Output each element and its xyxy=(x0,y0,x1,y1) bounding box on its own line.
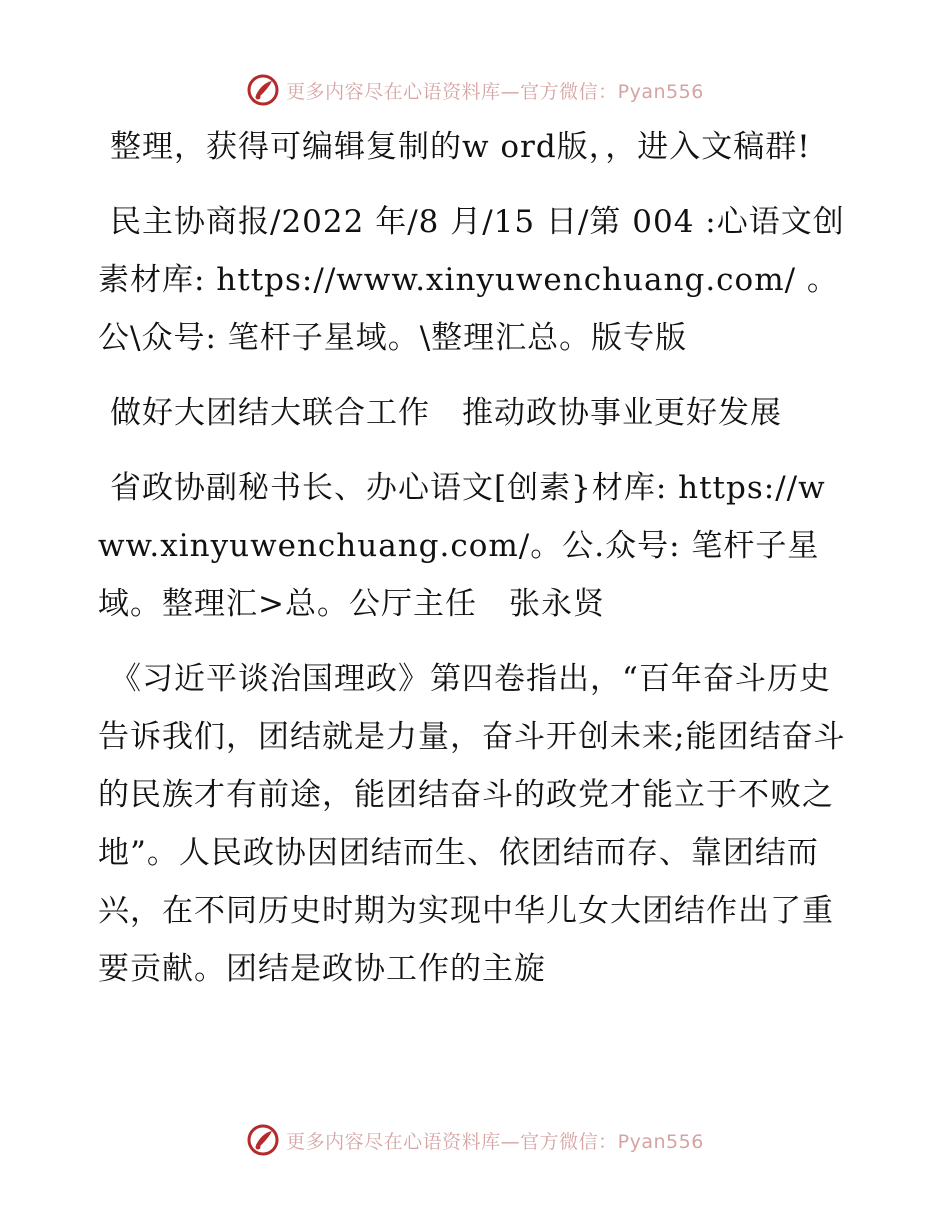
article-title: 做好大团结大联合工作 推动政协事业更好发展 xyxy=(110,395,782,431)
header-watermark-text: 更多内容尽在心语资料库—官方微信：Pyan556 xyxy=(286,80,704,103)
footer-watermark-banner xyxy=(0,1120,950,1160)
brush-logo-icon xyxy=(246,73,280,107)
footer-watermark-text: 更多内容尽在心语资料库—官方微信：Pyan556 xyxy=(286,1130,704,1153)
header-watermark-banner xyxy=(0,70,950,110)
document-body xyxy=(98,118,850,1015)
paragraph-source: 民主协商报/2022 年/8 月/15 日/第 004 :心语文创素材库: https://www.xinyuwenchuang.com/ 。公\众号: 笔杆子星域。\整理汇总。版专版 xyxy=(98,204,845,356)
paragraph-body: 《习近平谈治国理政》第四卷指出，“百年奋斗历史告诉我们，团结就是力量，奋斗开创未来;能团结奋斗的民族才有前途，能团结奋斗的政党才能立于不败之地”。人民政协因团结而生、依团结而存、靠团结而兴，在不同历史时期为实现中华儿女大团结作出了重要贡献。团结是政协工作的主旋 xyxy=(98,661,846,987)
paragraph-author: 省政协副秘书长、办心语文[创素}材库: https://www.xinyuwenchuang.com/。公.众号: 笔杆子星域。整理汇>总。公厅主任 张永贤 xyxy=(98,470,826,622)
brush-logo-icon xyxy=(246,1123,280,1157)
paragraph-intro: 整理，获得可编辑复制的w ord版，，进入文稿群! xyxy=(110,129,811,165)
